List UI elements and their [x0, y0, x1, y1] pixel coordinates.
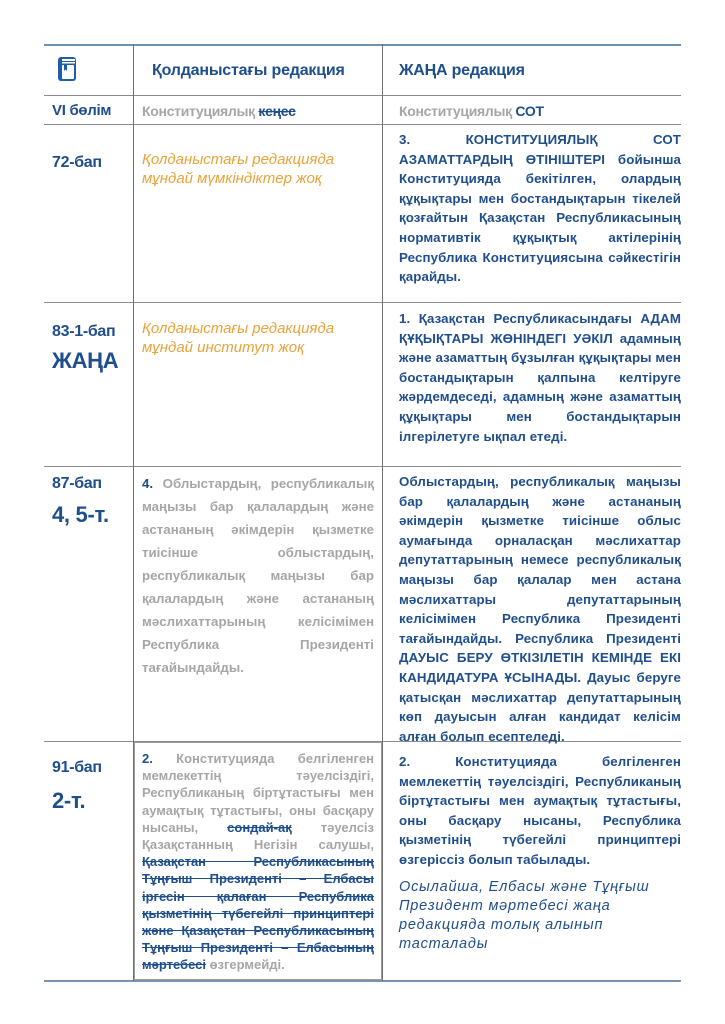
article-87-sub: 4, 5-т.: [52, 502, 109, 527]
current-part1-91: Конституцияда белгіленген мемлекеттің тәуелсіздігі, Республиканың біртұтастығы мен аумақтық тұтастығы, оны басқару нысаны,: [142, 751, 374, 835]
current-text-87: [142, 472, 374, 679]
article-91: 91-бап: [52, 759, 102, 776]
table-top-border: [44, 44, 681, 46]
section-current: [142, 103, 296, 119]
new-text-91: 2. Конституцияда белгіленген мемлекеттің тәуелсіздігі, Республиканың біртұтастығы мен аумақтық тұтастығы, оны басқару нысаны, Республика қызметінің түбегейлі принциптері өзгеріссіз болып табылады.: [399, 754, 681, 867]
section-new-emph: СОТ: [515, 103, 544, 119]
article-72: 72-бап: [52, 154, 102, 171]
current-note-83-1: Қолданыстағы редакцияда мұндай институт жоқ: [142, 320, 335, 356]
article-91-sub: 2-т.: [52, 788, 86, 813]
current-struck2-91: Қазақстан Республикасының Тұңғыш Президенті – Елбасы іргесін қалаған Республика қызметінің түбегейлі принциптері және Қазақстан Республикасының Тұңғыш Президенті – Елбасының мәртебесі: [142, 854, 374, 973]
table-bottom-border: [44, 980, 681, 982]
current-note-72: Қолданыстағы редакцияда мұндай мүмкіндіктер жоқ: [142, 151, 335, 187]
current-num-87: 4.: [142, 476, 154, 491]
article-87: 87-бап: [52, 475, 102, 492]
new-note-91: Осылайша, Елбасы және Тұңғыш Президент мәртебесі жаңа редакцияда толық алынып тасталады: [399, 879, 650, 952]
section-new: [399, 103, 544, 119]
header-icon-cell: [44, 44, 133, 95]
section-label: VI бөлім: [52, 102, 112, 119]
current-part3-91: өзгермейді.: [205, 957, 285, 973]
current-part2-91: тәуелсіз Қазақстанның Негізін салушы,: [142, 819, 374, 853]
new-text-83-1: 1. Қазақстан Республикасындағы АДАМ ҚҰҚЫҚТАРЫ ЖӨНІНДЕГІ УӘКІЛ адамның және азаматтың бұзылған құқықтары мен бостандықтарын қалпына келтіруге жәрдемдеседі, адамның және азаматтың құқықтары мен бостандықтарын ілгерілетуге ықпал етеді.: [399, 311, 681, 444]
section-current-prefix: Конституциялық: [142, 103, 259, 119]
row-divider: [44, 302, 681, 303]
current-num-91: 2.: [142, 751, 153, 766]
new-text-87: Облыстардың, республикалық маңызы бар қалалардың және астананың әкімдерін қызметке тиісінше облыс аумағында орналасқан мәслихаттар депутаттарының немесе республикалық маңызы бар қалалар мен астана мәслихаттары депутаттарының келісімімен Республика Президенті тағайындайды. Республика Президенті ДАУЫС БЕРУ ӨТКІЗІЛЕТІН КЕМІНДЕ ЕКІ КАНДИДАТУРА ҰСЫНАДЫ. Дауыс беруге қатысқан мәслихаттар депутаттарының көп дауысын алған кандидат келісім алған болып есептеледі.: [399, 474, 681, 744]
article-83-1-sub: ЖАҢА: [52, 348, 119, 373]
current-body-87: Облыстардың, республикалық маңызы бар қалалардың және астананың әкімдерін қызметке тиісінше облыстардың, республикалық маңызы бар қалалардың және астананың мәслихаттарының келісімімен Республика Президенті тағайындайды.: [142, 476, 374, 675]
article-83-1: 83-1-бап: [52, 323, 116, 340]
row-divider: [44, 466, 681, 467]
section-current-struck: кеңес: [258, 103, 296, 119]
row-divider: [44, 124, 681, 125]
current-text-91: [142, 750, 374, 974]
column-divider: [382, 44, 383, 981]
row-divider: [44, 95, 681, 96]
header-new-edition: ЖАҢА редакция: [399, 62, 525, 79]
section-new-prefix: Конституциялық: [399, 103, 516, 119]
book-icon: [57, 56, 77, 82]
new-text-72: 3. КОНСТИТУЦИЯЛЫҚ СОТ АЗАМАТТАРДЫҢ ӨТІНІШТЕРІ бойынша Конституцияда бекітілген, олардың құқықтары мен бостандықтарын тікелей қозғайтын Қазақстан Республикасының нормативтік құқықтық актілерінің Республика Конституциясына сәйкестігін қарайды.: [399, 132, 681, 285]
header-current-edition: Қолданыстағы редакция: [152, 62, 345, 79]
current-struck1-91: сондай-ақ: [227, 819, 292, 835]
